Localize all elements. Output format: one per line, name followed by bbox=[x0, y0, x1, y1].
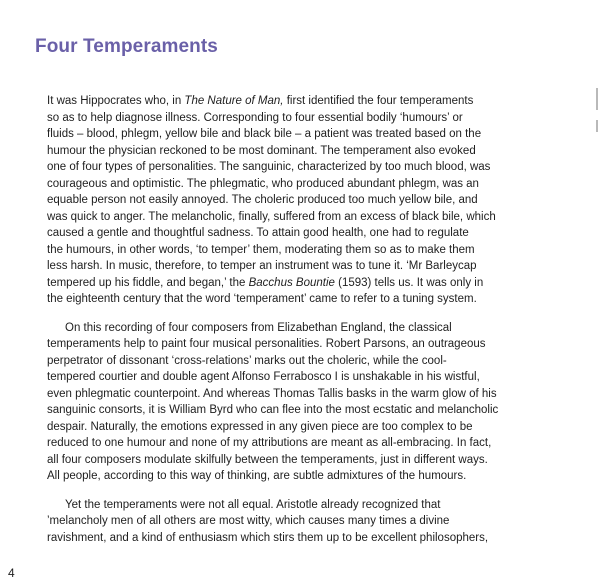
text-line bbox=[47, 225, 584, 242]
text-segment: perpetrator of dissonant ‘cross-relations’ marks out the choleric, while the cool- bbox=[47, 354, 447, 367]
text-line bbox=[47, 353, 584, 370]
scan-edge-mark bbox=[596, 88, 598, 110]
text-segment: courageous and optimistic. The phlegmatic, who produced abundant phlegm, was an bbox=[47, 177, 479, 190]
page-number: 4 bbox=[8, 566, 15, 580]
text-segment: less harsh. In music, therefore, to temper an instrument was to tune it. ‘Mr Barleycap bbox=[47, 260, 477, 272]
paragraph bbox=[47, 320, 584, 485]
text-line bbox=[47, 468, 584, 485]
text-segment: first identified the four temperaments bbox=[283, 95, 474, 107]
paragraph bbox=[47, 497, 584, 547]
text-line bbox=[47, 402, 584, 419]
text-line bbox=[47, 513, 584, 530]
text-line bbox=[47, 369, 584, 386]
text-segment: even phlegmatic counterpoint. And whereas Thomas Tallis basks in the warm glow of his bbox=[47, 387, 497, 400]
text-segment: tempered up his fiddle, and began,’ the bbox=[47, 276, 249, 289]
text-segment: sanguinic consorts, it is William Byrd who can flee into the most ecstatic and melancholic bbox=[47, 404, 499, 416]
text-line bbox=[47, 159, 584, 176]
text-segment: reduced to one humour and none of my attributions are meant as all-embracing. In fact, bbox=[47, 437, 492, 449]
text-line bbox=[47, 126, 584, 143]
text-line bbox=[47, 452, 584, 469]
text-segment: caused a gentle and thoughtful sadness. To attain good health, one had to regulate bbox=[47, 227, 469, 239]
text-line bbox=[47, 530, 584, 547]
text-segment: (1593) tells us. It was only in bbox=[334, 276, 484, 289]
text-segment: was quick to anger. The melancholic, finally, suffered from an excess of black bile, which bbox=[47, 210, 496, 223]
page-title: Four Temperaments bbox=[35, 36, 218, 57]
text-line bbox=[47, 336, 584, 353]
text-line bbox=[47, 275, 584, 292]
text-line bbox=[47, 386, 584, 403]
text-line bbox=[47, 497, 584, 514]
scan-edge-mark bbox=[596, 120, 598, 132]
text-line bbox=[47, 176, 584, 193]
text-segment: equable person not easily annoyed. The choleric produced too much yellow bile, and bbox=[47, 194, 478, 206]
text-segment: All people, according to this way of thinking, are subtle admixtures of the humours. bbox=[47, 470, 467, 482]
text-segment: the humours, in other words, ‘to temper’ them, moderating them so as to make them bbox=[47, 243, 475, 256]
text-segment: temperaments help to paint four musical personalities. Robert Parsons, an outrageous bbox=[47, 338, 486, 350]
text-line bbox=[47, 93, 584, 110]
text-segment: so as to help diagnose illness. Corresponding to four essential bodily ‘humours’ or bbox=[47, 111, 463, 124]
text-segment: fluids – blood, phlegm, yellow bile and black bile – a patient was treated based on the bbox=[47, 128, 482, 140]
text-line bbox=[47, 258, 584, 275]
text-segment: despair. Naturally, the emotions expressed in any given piece are too complex to be bbox=[47, 420, 473, 433]
text-line bbox=[47, 192, 584, 209]
text-line bbox=[47, 242, 584, 259]
text-segment: tempered courtier and double agent Alfonso Ferrabosco I is unshakable in his wistful, bbox=[47, 371, 480, 383]
text-segment: ravishment, and a kind of enthusiasm which stirs them up to be excellent philosophers, bbox=[47, 531, 489, 544]
text-segment: Yet the temperaments were not all equal. Aristotle already recognized that bbox=[65, 498, 441, 511]
italic-title-text: The Nature of Man, bbox=[184, 95, 284, 107]
text-line bbox=[47, 143, 584, 160]
text-segment: On this recording of four composers from Elizabethan England, the classical bbox=[65, 321, 452, 334]
text-segment: It was Hippocrates who, in bbox=[47, 95, 185, 107]
text-line bbox=[47, 110, 584, 127]
text-line bbox=[47, 291, 584, 308]
italic-title-text: Bacchus Bountie bbox=[248, 276, 335, 289]
body-text bbox=[47, 93, 584, 558]
text-segment: humour the physician reckoned to be most dominant. The temperament also evoked bbox=[47, 144, 476, 157]
text-line bbox=[47, 320, 584, 337]
text-segment: one of four types of personalities. The sanguinic, characterized by too much blood, was bbox=[47, 161, 491, 173]
text-line bbox=[47, 419, 584, 436]
paragraph bbox=[47, 93, 584, 308]
text-line bbox=[47, 209, 584, 226]
text-segment: ’melancholy men of all others are most witty, which causes many times a divine bbox=[47, 515, 450, 527]
text-segment: the eighteenth century that the word ‘temperament’ came to refer to a tuning system. bbox=[47, 293, 477, 305]
text-segment: all four composers modulate skilfully between the temperaments, just in different ways. bbox=[47, 453, 488, 466]
text-line bbox=[47, 435, 584, 452]
